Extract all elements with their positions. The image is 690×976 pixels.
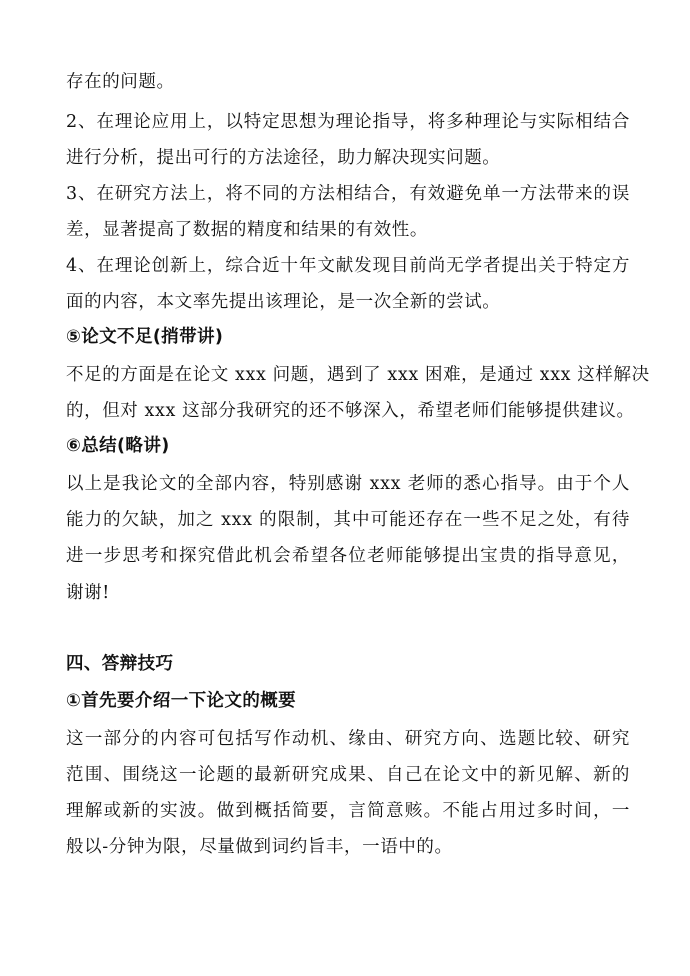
point-2-line-2: 进行分析，提出可行的方法途径，助力解决现实问题。: [66, 148, 501, 168]
point-4-line-2: 面的内容，本文率先提出该理论，是一次全新的尝试。: [66, 292, 501, 312]
section-4-line-4: 般以-分钟为限，尽量做到词约旨丰，一语中的。: [66, 837, 453, 857]
point-3-line-2: 差，显著提高了数据的精度和结果的有效性。: [66, 220, 428, 240]
section-4-line-1: 这一部分的内容可包括写作动机、缘由、研究方向、选题比较、研究: [66, 729, 630, 749]
summary-line-3: 进一步思考和探究借此机会希望各位老师能够提出宝贵的指导意见，: [66, 546, 630, 566]
point-4-line-1: 4、在理论创新上，综合近十年文献发现目前尚无学者提出关于特定方: [66, 256, 630, 276]
summary-line-2: 能力的欠缺，加之 xxx 的限制，其中可能还存在一些不足之处，有待: [66, 510, 630, 530]
point-3-line-1: 3、在研究方法上，将不同的方法相结合，有效避免单一方法带来的误: [66, 184, 630, 204]
summary-line-1: 以上是我论文的全部内容，特别感谢 xxx 老师的悉心指导。由于个人: [66, 474, 630, 494]
summary-heading: ⑥总结(略讲): [66, 436, 170, 456]
section-4-heading: 四、答辩技巧: [66, 654, 174, 674]
shortcoming-heading: ⑤论文不足(捎带讲): [66, 327, 224, 347]
paragraph-continuation: 存在的问题。: [66, 72, 175, 92]
section-4-line-2: 范围、围绕这一论题的最新研究成果、自己在论文中的新见解、新的: [66, 765, 630, 785]
section-4-sub-heading: ①首先要介绍一下论文的概要: [66, 691, 297, 711]
section-4-line-3: 理解或新的实波。做到概括简要，言简意赅。不能占用过多时间，一: [66, 801, 630, 821]
shortcoming-line-2: 的，但对 xxx 这部分我研究的还不够深入，希望老师们能够提供建议。: [66, 401, 635, 421]
shortcoming-line-1: 不足的方面是在论文 xxx 问题，遇到了 xxx 困难，是通过 xxx 这样解决: [66, 365, 650, 385]
point-2-line-1: 2、在理论应用上，以特定思想为理论指导，将多种理论与实际相结合: [66, 112, 630, 132]
summary-line-4: 谢谢!: [66, 583, 110, 603]
